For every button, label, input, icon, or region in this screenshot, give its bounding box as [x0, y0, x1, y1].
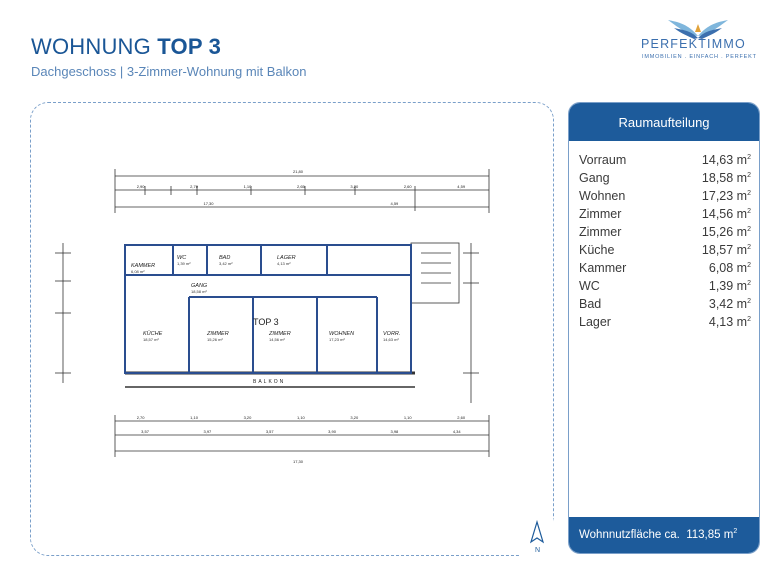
room-list-item	[579, 243, 751, 261]
total-label: Wohnnutzfläche ca.	[579, 529, 680, 541]
dimension-label: 1,10	[243, 184, 252, 189]
room-list-item	[579, 315, 751, 333]
floorplan-drawing	[31, 103, 554, 556]
dimension-label: 3,57	[141, 429, 149, 434]
room-panel-heading: Raumaufteilung	[569, 103, 759, 141]
room-name: Kammer	[579, 261, 627, 275]
room-label-kammer: KAMMER	[131, 263, 156, 269]
room-name: Küche	[579, 243, 615, 257]
room-label-wohnen: WOHNEN	[329, 331, 355, 337]
room-label-bad: BAD	[219, 255, 231, 261]
room-list-item	[579, 189, 751, 207]
room-area: 17,23 $m^2$	[701, 189, 751, 203]
room-area: 6,08 $m^2$	[708, 261, 751, 275]
title-light: WOHNUNG	[31, 34, 151, 59]
floorplan-frame	[30, 102, 554, 556]
room-area: 18,58 $m^2$	[701, 171, 751, 185]
dimension-label: 2,60	[457, 415, 466, 420]
dimension-label: 3,20	[350, 184, 359, 189]
room-name: Wohnen	[579, 189, 626, 203]
dimension-label: 1,10	[297, 415, 305, 420]
dimension-label: 3,98	[390, 429, 399, 434]
room-area-vorr: 14,63 m²	[383, 337, 399, 342]
room-area: 1,39 $m^2$	[708, 279, 751, 293]
dim-bottom-total: 17,30	[293, 459, 304, 464]
room-name: Bad	[579, 297, 602, 311]
dimension-label: 4,59	[457, 184, 466, 189]
dimension-label: 3,97	[203, 429, 212, 434]
dimension-label: 2,65	[297, 184, 305, 189]
room-area: 14,63 $m^2$	[701, 153, 751, 167]
room-name: Lager	[579, 315, 611, 329]
room-label-lager: LAGER	[277, 255, 296, 261]
unit-label: TOP 3	[253, 317, 279, 327]
room-list-item	[579, 171, 751, 189]
dimension-label: 3,20	[350, 415, 359, 420]
room-area-lager: 4,13 m²	[277, 261, 291, 266]
dimension-label: 2,90	[136, 184, 145, 189]
room-area-gang: 18,58 m²	[191, 289, 207, 294]
room-area-zimmer-1: 15,26 m²	[207, 337, 223, 342]
room-label-zimmer-2: ZIMMER	[269, 331, 291, 337]
logo-tagline: IMMOBILIEN . EINFACH . PERFEKT	[642, 54, 757, 60]
room-label-vorr: VORR.	[383, 331, 401, 337]
room-list-item	[579, 153, 751, 171]
room-area: 3,42 $m^2$	[708, 297, 751, 311]
title-bold: TOP 3	[157, 34, 222, 59]
room-area: 14,56 $m^2$	[701, 207, 751, 221]
dimension-label: 3,90	[328, 429, 336, 434]
dimension-label: 1,10	[190, 415, 198, 420]
page-title	[31, 34, 221, 60]
room-label-wc: WC	[177, 255, 187, 261]
dimension-label: 1,10	[403, 415, 412, 420]
dimension-label: 3,20	[243, 415, 252, 420]
room-name: WC	[579, 279, 600, 293]
room-label-zimmer-1: ZIMMER	[207, 331, 229, 337]
dimension-label: 2,60	[403, 184, 412, 189]
room-name: Zimmer	[579, 225, 622, 239]
room-name: Zimmer	[579, 207, 622, 221]
page-subtitle: Dachgeschoss | 3-Zimmer-Wohnung mit Balkon	[31, 64, 307, 79]
dimension-label: 3,57	[265, 429, 274, 434]
dimension-label: 4,59	[390, 201, 399, 206]
room-area: 15,26 $m^2$	[701, 225, 751, 239]
room-list-item	[579, 225, 751, 243]
room-area-bad: 3,42 m²	[219, 261, 233, 266]
room-area-wohnen: 17,23 m²	[329, 337, 345, 342]
dimension-label: 17,30	[203, 201, 214, 206]
room-area-zimmer-2: 14,56 m²	[269, 337, 285, 342]
room-label-kueche: KÜCHE	[143, 331, 163, 337]
logo-name: PERFEKTIMMO	[641, 37, 746, 51]
room-list-item	[579, 279, 751, 297]
dimension-label: 2,70	[190, 184, 198, 189]
north-arrow-icon	[520, 516, 554, 556]
total-value: 113,85 $m^2$	[686, 528, 738, 541]
compass-letter: N	[535, 547, 541, 554]
room-list-item	[579, 261, 751, 279]
room-area-kammer: 6,08 m²	[131, 269, 145, 274]
room-list-item	[579, 297, 751, 315]
room-area-wc: 1,39 m²	[177, 261, 191, 266]
room-label-gang: GANG	[191, 283, 208, 289]
room-area: 18,57 $m^2$	[701, 243, 751, 257]
room-list	[579, 153, 751, 333]
room-panel	[568, 102, 760, 554]
total-area	[569, 517, 759, 553]
balcony-label: BALKON	[253, 379, 286, 385]
room-area-kueche: 18,57 m²	[143, 337, 159, 342]
room-area: 4,13 $m^2$	[708, 315, 751, 329]
room-list-item	[579, 207, 751, 225]
dim-overall: 21,80	[293, 169, 304, 174]
room-name: Vorraum	[579, 153, 627, 167]
dimension-label: 4,34	[452, 429, 461, 434]
dimension-label: 2,70	[136, 415, 145, 420]
room-name: Gang	[579, 171, 610, 185]
